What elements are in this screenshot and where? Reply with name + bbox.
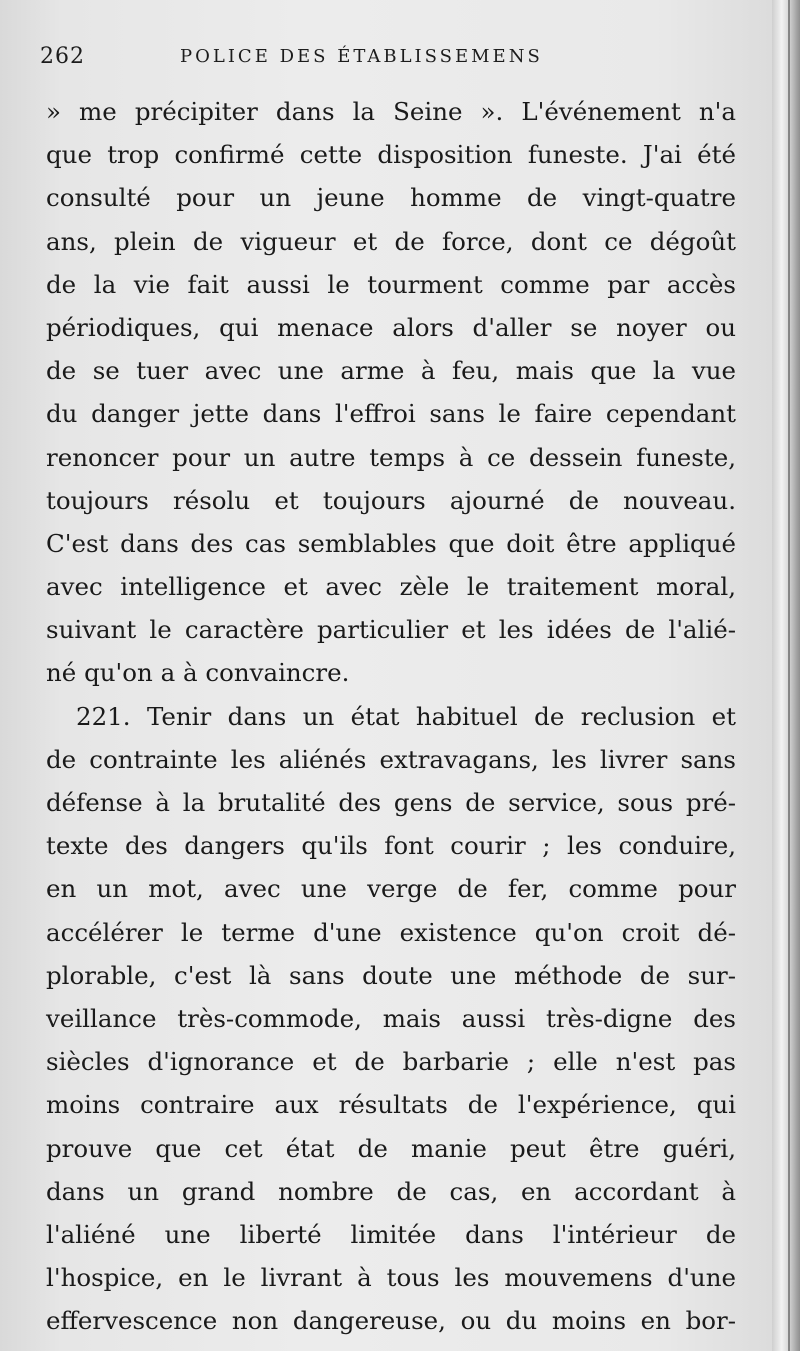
text-line: consulté pour un jeune homme de vingt-quatre bbox=[46, 183, 736, 213]
text-line: que trop confirmé cette disposition funeste. J'ai été bbox=[46, 140, 736, 170]
text-line: toujours résolu et toujours ajourné de nouveau. bbox=[46, 485, 736, 515]
text-line: C'est dans des cas semblables que doit être appliqué bbox=[46, 528, 736, 558]
text-line: accélérer le terme d'une existence qu'on croit dé- bbox=[46, 917, 736, 947]
text-line: en un mot, avec une verge de fer, comme pour bbox=[46, 874, 736, 904]
text-line: veillance très-commode, mais aussi très-digne des bbox=[46, 1003, 736, 1033]
text-line: avec intelligence et avec zèle le traitement moral, bbox=[46, 572, 736, 602]
text-line: défense à la brutalité des gens de service, sous pré- bbox=[46, 788, 736, 817]
text-line: texte des dangers qu'ils font courir ; les conduire, bbox=[46, 831, 736, 861]
page-edge bbox=[772, 0, 800, 1351]
body-text bbox=[46, 90, 736, 1342]
text-line: ans, plein de vigueur et de force, dont ce dégoût bbox=[46, 226, 736, 256]
text-line: siècles d'ignorance et de barbarie ; elle n'est pas bbox=[46, 1047, 736, 1077]
text-line: de contrainte les aliénés extravagans, les livrer sans bbox=[46, 744, 736, 774]
text-line: plorable, c'est là sans doute une méthode de sur- bbox=[46, 960, 736, 990]
text-line: né qu'on a à convaincre. bbox=[46, 658, 350, 688]
text-line: du danger jette dans l'effroi sans le faire cependant bbox=[46, 399, 736, 429]
paragraph-start-line: 221. Tenir dans un état habituel de reclusion et bbox=[76, 701, 736, 731]
text-line: de se tuer avec une arme à feu, mais que la vue bbox=[46, 356, 736, 386]
text-line: dans un grand nombre de cas, en accordant à bbox=[46, 1176, 736, 1206]
text-line: moins contraire aux résultats de l'expérience, qui bbox=[46, 1090, 736, 1120]
text-line: » me précipiter dans la Seine ». L'événement n'a bbox=[46, 97, 736, 126]
running-title: POLICE DES ÉTABLISSEMENS bbox=[180, 46, 543, 67]
running-head bbox=[40, 44, 730, 76]
text-line: périodiques, qui menace alors d'aller se noyer ou bbox=[46, 312, 736, 342]
binding-shadow bbox=[788, 0, 790, 1351]
text-line: suivant le caractère particulier et les idées de l'alié- bbox=[46, 615, 736, 645]
text-line: de la vie fait aussi le tourment comme par accès bbox=[46, 269, 736, 299]
text-line: prouve que cet état de manie peut être guéri, bbox=[46, 1133, 736, 1163]
text-line: renoncer pour un autre temps à ce dessein funeste, bbox=[46, 442, 736, 472]
page-number: 262 bbox=[40, 44, 85, 69]
text-line: l'hospice, en le livrant à tous les mouvemens d'une bbox=[46, 1263, 736, 1293]
text-line: effervescence non dangereuse, ou du moins en bor- bbox=[46, 1306, 736, 1336]
text-line: l'aliéné une liberté limitée dans l'intérieur de bbox=[46, 1219, 736, 1249]
